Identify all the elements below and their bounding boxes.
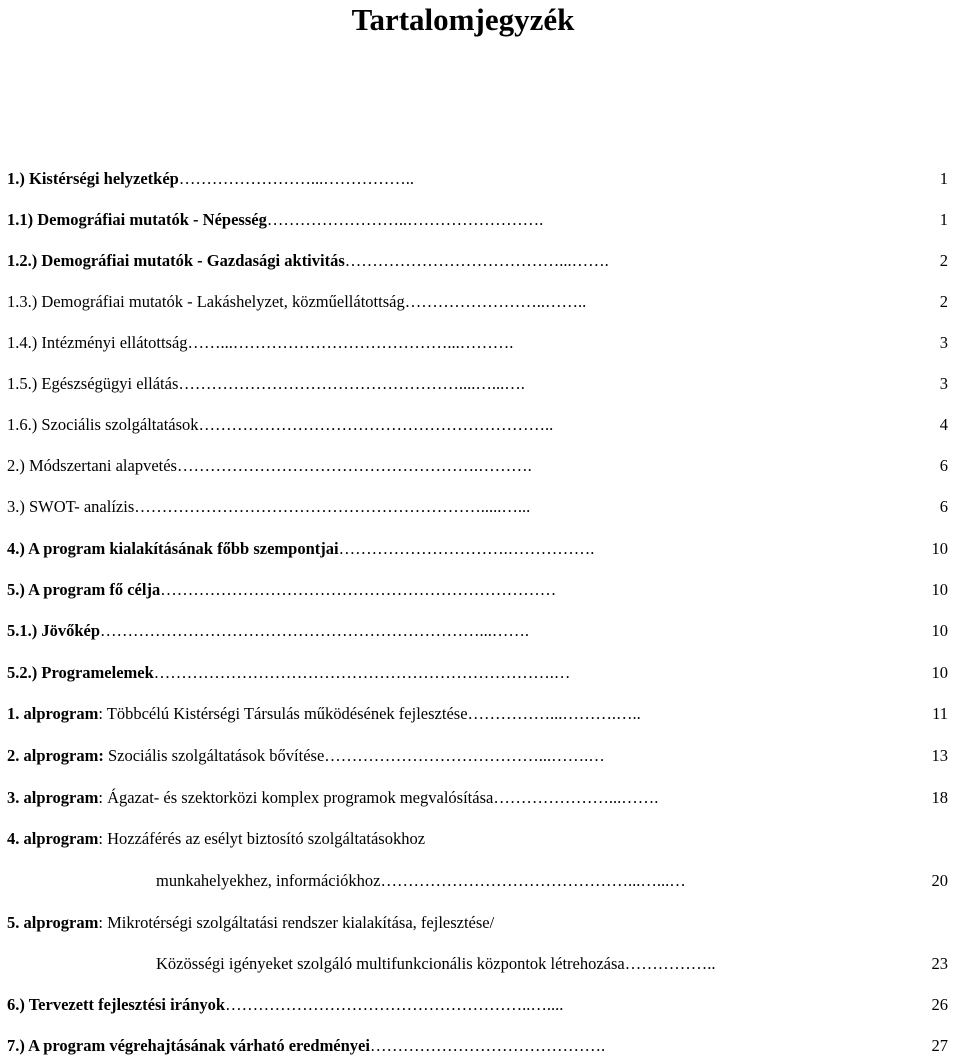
toc-entry-label: : Ágazat- és szektorközi komplex programok megvalósítása xyxy=(98,788,494,807)
toc-entry-leader: ……………………………………………….………. xyxy=(176,456,532,475)
toc-entry-leader: ……………………………………………………….. xyxy=(198,415,554,434)
toc-entry-label: 7.) A program végrehajtásának várható eredményei……………………………………. xyxy=(7,1036,606,1055)
toc-entry-page: 10 xyxy=(931,663,948,682)
toc-entry-leader: ……………...……….….. xyxy=(467,704,641,723)
toc-entry-page: 6 xyxy=(939,497,948,516)
toc-entry-leader: …………………………………...……. xyxy=(344,251,609,270)
toc-entry-alprogram-1[interactable] xyxy=(0,703,960,725)
toc-entry-leader: ……………………...…………….. xyxy=(178,169,414,188)
toc-entry-label: 5.2.) Programelemek……………………………………………………………….… xyxy=(7,663,571,682)
toc-entry-page: 2 xyxy=(939,292,948,311)
toc-entry-label: 1.4.) Intézményi ellátottság……...…………………………………...………. xyxy=(7,333,514,352)
toc-entry-page: 4 xyxy=(939,415,948,434)
toc-entry-lakashelyzet[interactable] xyxy=(0,291,960,313)
toc-entry-intezmenyi-ellatottsag[interactable] xyxy=(0,332,960,354)
toc-entry-label: Szociális szolgáltatások bővítése xyxy=(103,746,325,765)
toc-entry-jovokep[interactable] xyxy=(0,620,960,642)
toc-entry-swot-analizis[interactable] xyxy=(0,496,960,518)
toc-entry-alprogram-3[interactable] xyxy=(0,787,960,809)
toc-entry-modszertani-alapvetes[interactable] xyxy=(0,455,960,477)
toc-entry-leader: ……………………………………………………………… xyxy=(160,580,557,599)
toc-entry-label: 1.5.) Egészségügyi ellátás……………………………………………....…...…. xyxy=(7,374,525,393)
toc-entry-label: : Többcélú Kistérségi Társulás működésének fejlesztése xyxy=(98,704,468,723)
toc-entry-label: 6.) Tervezett fejlesztési irányok………………………………………………..….... xyxy=(7,995,564,1014)
toc-entry-label: 5. alprogram xyxy=(7,913,99,932)
toc-entry-page: 1 xyxy=(939,210,948,229)
toc-entry-leader: ……...…………………………………...………. xyxy=(187,333,514,352)
toc-entry-label: : Hozzáférés az esélyt biztosító szolgáltatásokhoz xyxy=(98,829,426,848)
toc-entry-leader: …………………...……. xyxy=(493,788,659,807)
toc-entry-leader: ……………………………………………....…...…. xyxy=(178,374,525,393)
toc-entry-leader: ……………………………………………………………...……. xyxy=(100,621,530,640)
toc-entry-program-szempontjai[interactable] xyxy=(0,538,960,560)
toc-entry-leader: ……………………………………………………….....…... xyxy=(134,497,531,516)
toc-entry-kisterseg[interactable] xyxy=(0,168,960,190)
toc-entry-page: 3 xyxy=(939,333,948,352)
toc-entry-alprogram-5[interactable] xyxy=(0,912,960,934)
toc-entry-leader: ……………………..……………………. xyxy=(266,210,544,229)
toc-entry-leader: …………………………………...…….… xyxy=(324,746,605,765)
toc-entry-label: : Mikrotérségi szolgáltatási rendszer kialakítása, fejlesztése/ xyxy=(98,913,495,932)
toc-entry-label: munkahelyekhez, információkhoz………………………………………...…...… xyxy=(156,871,686,890)
toc-entry-label: 3. alprogram xyxy=(7,788,99,807)
toc-entry-page: 3 xyxy=(939,374,948,393)
toc-entry-label: 1.) Kistérségi helyzetkép xyxy=(7,169,179,188)
toc-entry-varhato-eredmenyek[interactable] xyxy=(0,1035,960,1057)
toc-entry-programelemek[interactable] xyxy=(0,662,960,684)
toc-entry-label: 4. alprogram xyxy=(7,829,99,848)
toc-entry-label: 4.) A program kialakításának főbb szempontjai………………………….……………. xyxy=(7,539,595,558)
toc-entry-gazdasagi-aktivitas[interactable] xyxy=(0,250,960,272)
toc-entry-page: 11 xyxy=(932,704,948,723)
toc-entry-label: Közösségi igényeket szolgáló multifunkcionális központok létrehozása…………….. xyxy=(156,954,716,973)
toc-entry-label: 1.1) Demográfiai mutatók - Népesség xyxy=(7,210,267,229)
toc-entry-page: 20 xyxy=(931,871,948,890)
toc-entry-label: 2. alprogram: xyxy=(7,746,104,765)
toc-entry-alprogram-4-continued[interactable] xyxy=(0,870,960,892)
toc-entry-page: 10 xyxy=(931,539,948,558)
toc-entry-label: 5.1.) Jövőkép……………………………………………………………...……. xyxy=(7,621,530,640)
toc-entry-leader: ……………………………………………………………….… xyxy=(153,663,571,682)
toc-entry-page: 2 xyxy=(939,251,948,270)
toc-entry-leader: ………………………….……………. xyxy=(338,539,595,558)
toc-entry-page: 26 xyxy=(931,995,948,1014)
toc-entry-label: 1.6.) Szociális szolgáltatások……………………………………………………….. xyxy=(7,415,554,434)
toc-entry-leader: ………………………………………………..….... xyxy=(225,995,564,1014)
toc-entry-page: 10 xyxy=(931,580,948,599)
toc-entry-program-fo-celja[interactable] xyxy=(0,579,960,601)
toc-entry-tervezett-fejlesztesi-iranyok[interactable] xyxy=(0,994,960,1016)
toc-entry-nepesseg[interactable] xyxy=(0,209,960,231)
toc-entry-label: 3.) SWOT- analízis……………………………………………………….....…... xyxy=(7,497,531,516)
toc-entry-alprogram-4[interactable] xyxy=(0,828,960,850)
toc-entry-label: 1.2.) Demográfiai mutatók - Gazdasági aktivitás xyxy=(7,251,345,270)
toc-entry-alprogram-2[interactable] xyxy=(0,745,960,767)
toc-entry-page: 10 xyxy=(931,621,948,640)
toc-entry-egeszsegugyi-ellatas[interactable] xyxy=(0,373,960,395)
page-title: Tartalomjegyzék xyxy=(351,2,575,37)
toc-entry-page: 13 xyxy=(931,746,948,765)
toc-entry-leader: …………….. xyxy=(624,954,716,973)
toc-entry-label: 1.3.) Demográfiai mutatók - Lakáshelyzet, közműellátottság……………………..…….. xyxy=(7,292,587,311)
toc-entry-leader: ………………………………………...…...… xyxy=(380,871,686,890)
toc-entry-page: 1 xyxy=(939,169,948,188)
toc-entry-page: 23 xyxy=(931,954,948,973)
toc-entry-leader: ……………………..…….. xyxy=(404,292,587,311)
toc-entry-leader: ……………………………………. xyxy=(369,1036,606,1055)
toc-entry-label: 2.) Módszertani alapvetés……………………………………………….………. xyxy=(7,456,532,475)
toc-entry-page: 27 xyxy=(931,1036,948,1055)
toc-entry-szocialis-szolgaltatasok[interactable] xyxy=(0,414,960,436)
toc-entry-page: 18 xyxy=(931,788,948,807)
toc-entry-label: 1. alprogram xyxy=(7,704,99,723)
toc-entry-alprogram-5-continued[interactable] xyxy=(0,953,960,975)
toc-entry-page: 6 xyxy=(939,456,948,475)
toc-entry-label: 5.) A program fő célja……………………………………………………………… xyxy=(7,580,557,599)
